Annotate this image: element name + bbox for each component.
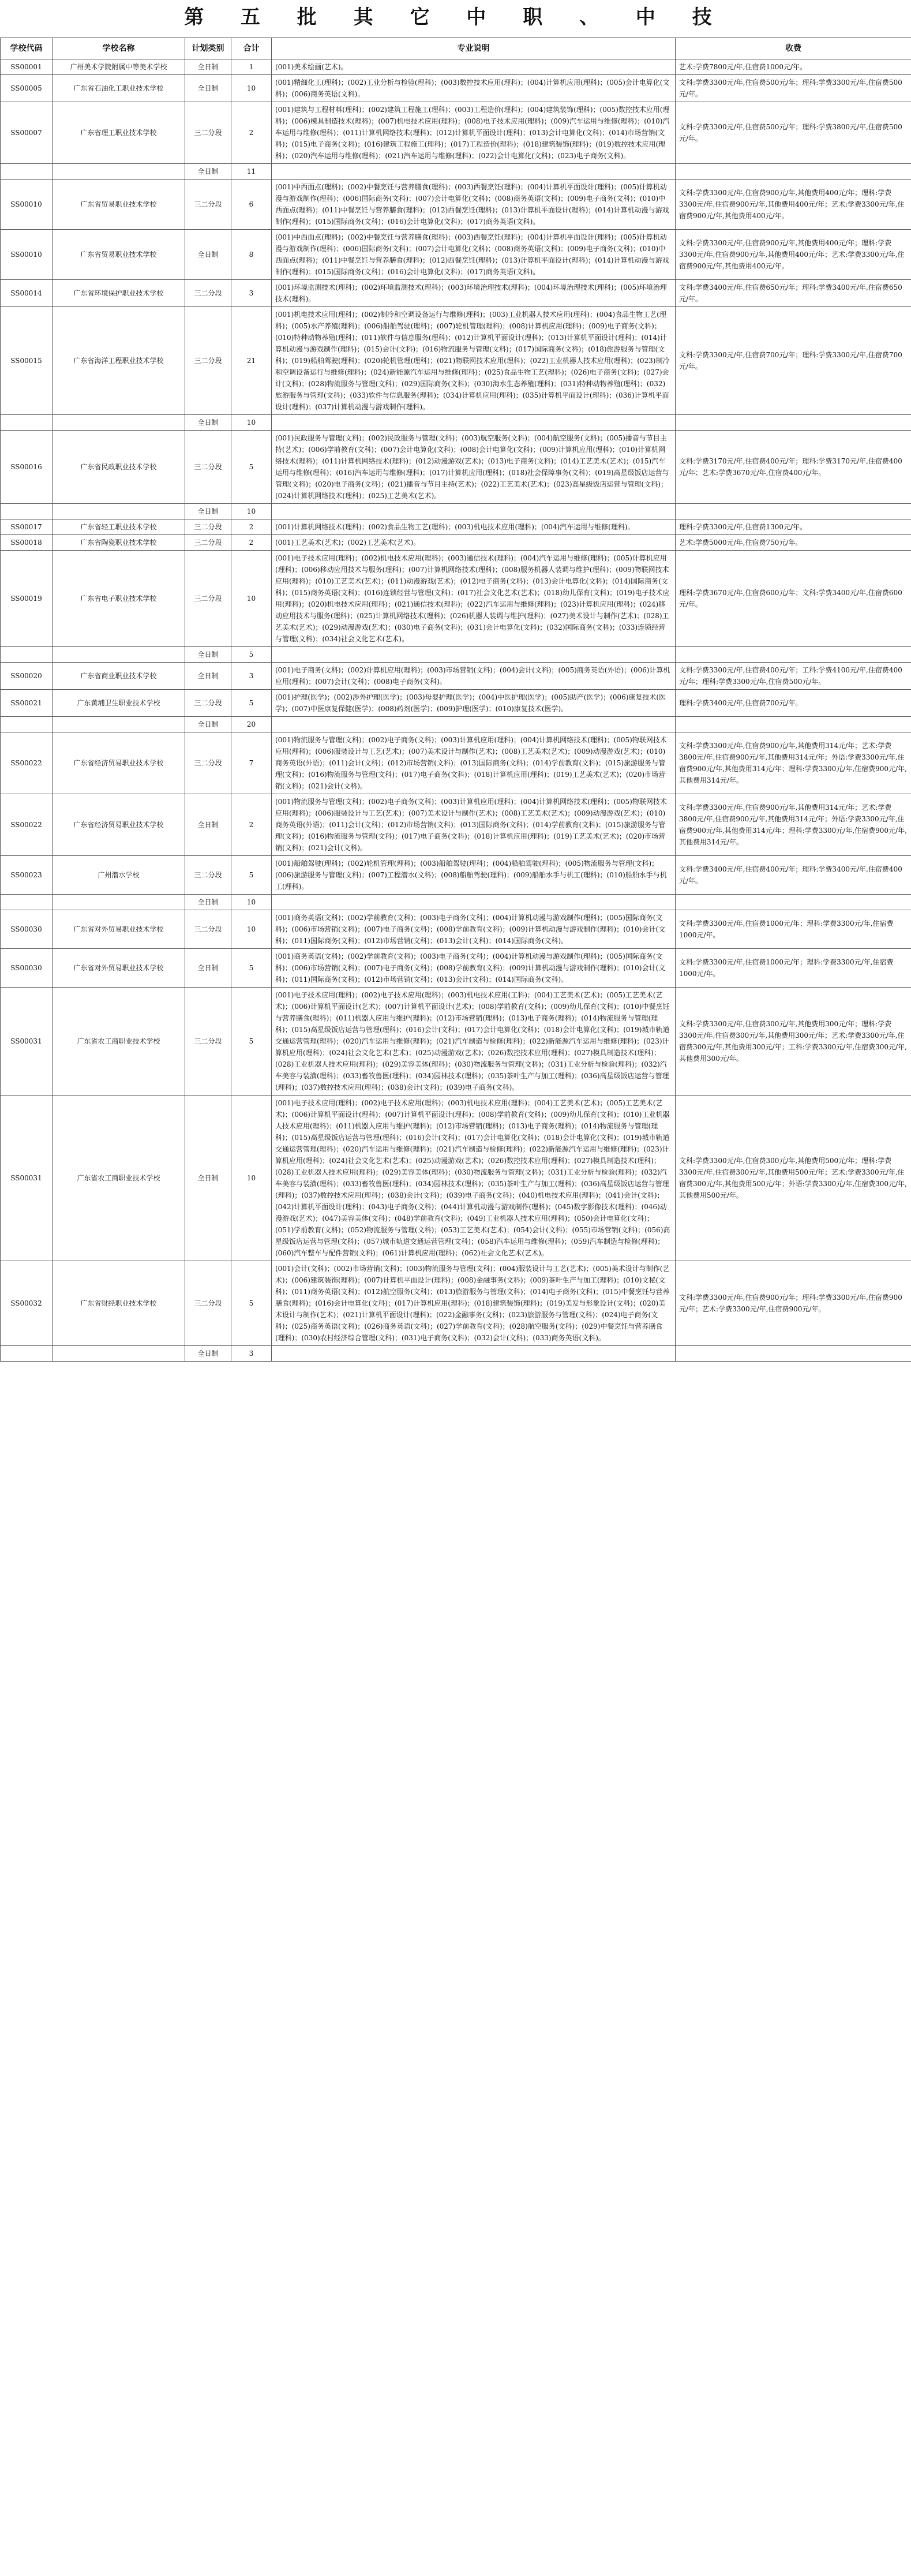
- cell-code: SS00005: [1, 75, 53, 102]
- cell-majors: [272, 164, 676, 180]
- table-row: [1, 551, 911, 647]
- cell-fee: 理科:学费3670元/年,住宿费600元/年；文科:学费3400元/年,住宿费600元/年。: [676, 551, 911, 647]
- cell-name: 广东省民政职业技术学校: [53, 431, 185, 504]
- cell-name: 广州潜水学校: [53, 856, 185, 895]
- cell-name: 广东黄埔卫生职业技术学校: [53, 690, 185, 717]
- cell-total: 10: [231, 551, 272, 647]
- cell-code: SS00016: [1, 431, 53, 504]
- cell-total: 5: [231, 856, 272, 895]
- cell-majors: (001)中西面点(理科)；(002)中餐烹饪与营养膳食(理科)；(003)西餐烹饪(理科)；(004)计算机平面设计(理科)；(005)计算机动漫与游戏制作(理科)；(006)国际商务(文科)；(007)会计电算化(文科)；(008)商务英语(文科)；(009)电子商务(文科)；(010)中西面点(理科)；(011)中餐烹饪与营养膳食(理科)；(012)西餐烹饪(理科)；(013)计算机平面设计(理科)；(014)计算机动漫与游戏制作(理科)；(015)国际商务(文科)；(016)会计电算化(文科)；(017)商务英语(文科)。: [272, 230, 676, 280]
- cell-name: 广东省贸易职业技术学校: [53, 230, 185, 280]
- table-row: [1, 856, 911, 895]
- cell-code: SS00010: [1, 230, 53, 280]
- cell-plan: 三二分段: [185, 856, 231, 895]
- cell-plan: 三二分段: [185, 307, 231, 415]
- cell-fee: 文科:学费3300元/年,住宿费300元/年,其他费用300元/年；理科:学费3300元/年,住宿费300元/年,其他费用300元/年；艺术:学费3300元/年,住宿费300元/年,其他费用300元/年；工科:学费3300元/年,住宿费300元/年,其他费用300元/年。: [676, 988, 911, 1096]
- cell-majors: [272, 1346, 676, 1362]
- cell-name: 广东省贸易职业技术学校: [53, 180, 185, 230]
- cell-total: 1: [231, 59, 272, 75]
- cell-majors: (001)物流服务与管理(文科)；(002)电子商务(文科)；(003)计算机应用(理科)；(004)计算机网络技术(理科)；(005)物联网技术应用(理科)；(006)服装设计与工艺(艺术)；(007)美术设计与制作(艺术)；(008)工艺美术(艺术)；(009)动漫游戏(艺术)；(010)商务英语(外语)；(011)会计(文科)；(012)市场营销(文科)；(013)国际商务(文科)；(014)学前教育(文科)；(015)旅游服务与管理(文科)；(016)物流服务与管理(文科)；(017)电子商务(文科)；(018)计算机应用(理科)；(019)工艺美术(艺术)；(020)市场营销(文科)；(021)会计(文科)。: [272, 794, 676, 856]
- cell-total: 5: [231, 1261, 272, 1346]
- table-row: [1, 794, 911, 856]
- cell-total: 5: [231, 690, 272, 717]
- cell-total: 2: [231, 794, 272, 856]
- cell-code: [1, 164, 53, 180]
- cell-name: 广东省环境保护职业技术学校: [53, 280, 185, 307]
- cell-code: [1, 1346, 53, 1362]
- cell-plan: 全日制: [185, 1346, 231, 1362]
- cell-total: 5: [231, 988, 272, 1096]
- cell-name: 广东省农工商职业技术学校: [53, 988, 185, 1096]
- cell-name: 广东省陶瓷职业技术学校: [53, 535, 185, 551]
- cell-majors: (001)民政服务与管理(文科)；(002)民政服务与管理(文科)；(003)航空服务(文科)；(004)航空服务(文科)；(005)播音与节目主持(艺术)；(006)学前教育(文科)；(007)会计电算化(文科)；(008)会计电算化(文科)；(009)计算机应用(理科)；(010)计算机网络技术(理科)；(011)计算机网络技术(理科)；(012)动漫游戏(艺术)；(013)电子商务(文科)；(014)工艺美术(艺术)；(015)汽车运用与维修(理科)；(016)汽车运用与维修(理科)；(017)计算机应用(理科)；(018)社会保障事务(文科)；(019)高星级饭店运营与管理(文科)；(020)电子商务(文科)；(021)播音与节目主持(艺术)；(022)工艺美术(艺术)；(023)高星级饭店运营与管理(文科)；(024)计算机网络技术(理科)；(025)工艺美术(艺术)。: [272, 431, 676, 504]
- cell-plan: 全日制: [185, 230, 231, 280]
- cell-majors: [272, 504, 676, 519]
- cell-code: SS00017: [1, 519, 53, 535]
- table-row: [1, 180, 911, 230]
- cell-plan: 全日制: [185, 663, 231, 690]
- cell-fee: [676, 895, 911, 910]
- cell-fee: 艺术:学费5000元/年,住宿费750元/年。: [676, 535, 911, 551]
- cell-fee: 文科:学费3300元/年,住宿费900元/年,其他费用400元/年；理科:学费3300元/年,住宿费900元/年,其他费用400元/年；艺术:学费3300元/年,住宿费900元/年,其他费用400元/年。: [676, 180, 911, 230]
- table-row: [1, 717, 911, 732]
- cell-fee: 文科:学费3300元/年,住宿费900元/年,其他费用314元/年；艺术:学费3800元/年,住宿费900元/年,其他费用314元/年；外语:学费3300元/年,住宿费900元/年,其他费用314元/年；理科:学费3300元/年,住宿费900元/年,其他费用314元/年。: [676, 794, 911, 856]
- table-body: [1, 59, 911, 1362]
- cell-majors: (001)机电技术应用(理科)；(002)制冷和空调设备运行与维修(理科)；(003)工业机器人技术应用(理科)；(004)食品生物工艺(理科)；(005)水产养殖(理科)；(006)船舶驾驶(理科)；(007)轮机管理(理科)；(008)计算机应用(理科)；(009)电子商务(文科)；(010)特种动物养殖(理科)；(011)软件与信息服务(理科)；(012)计算机平面设计(理科)；(013)计算机平面设计(理科)；(014)计算机动漫与游戏制作(理科)；(015)会计(文科)；(016)物流服务与管理(文科)；(017)国际商务(文科)；(018)旅游服务与管理(文科)；(019)船舶驾驶(理科)；(020)轮机管理(理科)；(021)物联网技术应用(理科)；(022)工业机器人技术应用(理科)；(023)制冷和空调设备运行与维修(理科)；(024)新能源汽车运用与维修(理科)；(025)食品生物工艺(理科)；(026)电子商务(文科)；(027)会计(文科)；(028)物流服务与管理(文科)；(029)国际商务(文科)；(030)海水生态养殖(理科)；(031)特种动物养殖(理科)；(032)旅游服务与管理(文科)；(033)软件与信息服务(理科)；(034)计算机应用(理科)；(035)计算机平面设计(理科)；(036)计算机平面设计(理科)；(037)计算机动漫与游戏制作(理科)。: [272, 307, 676, 415]
- cell-code: [1, 415, 53, 431]
- cell-plan: 三二分段: [185, 732, 231, 794]
- cell-total: 6: [231, 180, 272, 230]
- cell-total: 3: [231, 663, 272, 690]
- cell-fee: [676, 647, 911, 663]
- table-header-row: [1, 38, 911, 59]
- cell-total: 2: [231, 102, 272, 164]
- admission-table: [0, 38, 911, 1362]
- header-majors: 专业说明: [272, 38, 676, 59]
- cell-fee: 文科:学费3170元/年,住宿费400元/年；理科:学费3170元/年,住宿费400元/年；艺术:学费3670元/年,住宿费400元/年。: [676, 431, 911, 504]
- cell-fee: [676, 717, 911, 732]
- cell-total: 10: [231, 895, 272, 910]
- cell-fee: 文科:学费3300元/年,住宿费300元/年,其他费用500元/年；理科:学费3300元/年,住宿费300元/年,其他费用500元/年；艺术:学费3300元/年,住宿费300元/年,其他费用500元/年；外语:学费3300元/年,住宿费300元/年,其他费用500元/年。: [676, 1096, 911, 1261]
- cell-fee: 文科:学费3300元/年,住宿费900元/年,其他费用400元/年；理科:学费3300元/年,住宿费900元/年,其他费用400元/年；艺术:学费3300元/年,住宿费900元/年,其他费用400元/年。: [676, 230, 911, 280]
- cell-majors: (001)护理(医学)；(002)涉外护理(医学)；(003)母婴护理(医学)；(004)中医护理(医学)；(005)助产(医学)；(006)康复技术(医学)；(007)中医康复保健(医学)；(008)药剂(医学)；(009)护理(医学)；(010)康复技术(医学)。: [272, 690, 676, 717]
- cell-majors: (001)工艺美术(艺术)；(002)工艺美术(艺术)。: [272, 535, 676, 551]
- cell-code: SS00020: [1, 663, 53, 690]
- cell-code: SS00014: [1, 280, 53, 307]
- cell-majors: (001)中西面点(理科)；(002)中餐烹饪与营养膳食(理科)；(003)西餐烹饪(理科)；(004)计算机平面设计(理科)；(005)计算机动漫与游戏制作(理科)；(006)国际商务(文科)；(007)会计电算化(文科)；(008)商务英语(文科)；(009)电子商务(文科)；(010)中西面点(理科)；(011)中餐烹饪与营养膳食(理科)；(012)西餐烹饪(理科)；(013)计算机平面设计(理科)；(014)计算机动漫与游戏制作(理科)；(015)国际商务(文科)；(016)会计电算化(文科)；(017)商务英语(文科)。: [272, 180, 676, 230]
- cell-code: SS00007: [1, 102, 53, 164]
- cell-fee: 文科:学费3300元/年,住宿费900元/年,其他费用314元/年；艺术:学费3800元/年,住宿费900元/年,其他费用314元/年；外语:学费3300元/年,住宿费900元/年,其他费用314元/年；理科:学费3300元/年,住宿费900元/年,其他费用314元/年。: [676, 732, 911, 794]
- cell-fee: 文科:学费3300元/年,住宿费1000元/年；理科:学费3300元/年,住宿费1000元/年。: [676, 949, 911, 988]
- cell-name: 广东省对外贸易职业技术学校: [53, 910, 185, 949]
- table-row: [1, 307, 911, 415]
- cell-total: 10: [231, 504, 272, 519]
- cell-majors: (001)建筑与工程材料(理科)；(002)建筑工程施工(理科)；(003)工程造价(理科)；(004)建筑装饰(理科)；(005)数控技术应用(理科)；(006)模具制造技术(理科)；(007)机电技术应用(理科)；(008)电子技术应用(理科)；(009)汽车运用与维修(理科)；(010)汽车运用与维修(理科)；(011)计算机网络技术(理科)；(012)计算机平面设计(理科)；(013)会计电算化(文科)；(014)市场营销(文科)；(015)电子商务(文科)；(016)建筑工程施工(理科)；(017)工程造价(理科)；(018)建筑装饰(理科)；(019)数控技术应用(理科)；(020)汽车运用与维修(理科)；(021)汽车运用与维修(理科)；(022)会计电算化(文科)；(023)电子商务(文科)。: [272, 102, 676, 164]
- cell-majors: (001)电子技术应用(理科)；(002)电子技术应用(理科)；(003)机电技术应用(理科)；(004)工艺美术(艺术)；(005)工艺美术(艺术)；(006)计算机平面设计(理科)；(007)计算机平面设计(理科)；(008)学前教育(文科)；(009)幼儿保育(文科)；(010)工业机器人技术应用(理科)；(011)机器人应用与维护(理科)；(012)市场营销(理科)；(013)电子商务(理科)；(014)物流服务与管理(理科)；(015)高星级饭店运营与管理(理科)；(016)会计(文科)；(017)会计电算化(文科)；(018)会计电算化(文科)；(019)城市轨道交通运营管理(理科)；(020)汽车运用与维修(理科)；(021)汽车制造与检修(理科)；(022)新能源汽车运用与维修(理科)；(023)计算机应用(理科)；(024)社会文化艺术(艺术)；(025)动漫游戏(艺术)；(026)数控技术应用(理科)；(027)模具制造技术(理科)；(028)工业机器人技术应用(理科)；(029)美容美体(理科)；(030)物流服务与管理(文科)；(031)工业分析与检验(理科)；(032)汽车美容与装潢(理科)；(033)畜牧兽医(理科)；(034)园林技术(理科)；(035)茶叶生产与加工(理科)；(036)高星级饭店运营与管理(理科)；(037)数控技术应用(理科)；(038)会计(文科)；(039)电子商务(文科)；(040)机电技术应用(理科)；(041)会计(文科)；(042)计算机平面设计(理科)；(043)电子商务(文科)；(044)计算机动漫与游戏制作(理科)；(045)数字影像技术(理科)；(046)动漫游戏(艺术)；(047)美容美体(文科)；(048)学前教育(文科)；(049)工业机器人技术应用(理科)；(050)会计电算化(文科)；(051)学前教育(文科)；(052)物流服务与管理(文科)；(053)工艺美术(艺术)；(054)会计(文科)；(055)市场营销(文科)；(056)高星级饭店运营与管理(文科)；(057)城市轨道交通运营管理(文科)；(058)汽车运用与维修(理科)；(059)汽车制造与检修(理科)；(060)汽车整车与配件营销(文科)；(061)计算机应用(理科)；(062)社会文化艺术(艺术)。: [272, 1096, 676, 1261]
- table-row: [1, 1261, 911, 1346]
- cell-name: 广东省轻工职业技术学校: [53, 519, 185, 535]
- cell-plan: 三二分段: [185, 519, 231, 535]
- cell-code: SS00030: [1, 949, 53, 988]
- cell-majors: (001)电子技术应用(理科)；(002)机电技术应用(理科)；(003)通信技术(理科)；(004)汽车运用与维修(理科)；(005)计算机应用(理科)；(006)移动应用技术与服务(理科)；(007)计算机网络技术(理科)；(008)服务机器人装调与维护(理科)；(009)物联网技术应用(理科)；(010)工艺美术(艺术)；(011)动漫游戏(艺术)；(012)电子商务(文科)；(013)会计电算化(文科)；(014)国际商务(文科)；(015)商务英语(文科)；(016)连锁经营与管理(文科)；(017)社会文化艺术(艺术)；(018)幼儿保育(文科)；(019)电子技术应用(理科)；(020)机电技术应用(理科)；(021)通信技术(理科)；(022)汽车运用与维修(理科)；(023)计算机应用(理科)；(024)移动应用技术与服务(理科)；(025)计算机网络技术(理科)；(026)机器人装调与维护(理科)；(027)美术设计与制作(艺术)；(028)工艺美术(艺术)；(029)动漫游戏(艺术)；(030)电子商务(文科)；(031)会计电算化(文科)；(032)国际商务(文科)；(033)连锁经营与管理(文科)；(034)社会文化艺术(艺术)。: [272, 551, 676, 647]
- cell-total: 10: [231, 1096, 272, 1261]
- cell-code: [1, 647, 53, 663]
- cell-code: SS00031: [1, 1096, 53, 1261]
- page-title: 第 五 批 其 它 中 职 、 中 技: [184, 6, 727, 29]
- cell-total: 2: [231, 535, 272, 551]
- cell-total: 10: [231, 415, 272, 431]
- cell-total: 5: [231, 647, 272, 663]
- cell-fee: 理科:学费3300元/年,住宿费1300元/年。: [676, 519, 911, 535]
- cell-plan: 全日制: [185, 949, 231, 988]
- cell-code: SS00032: [1, 1261, 53, 1346]
- table-row: [1, 895, 911, 910]
- cell-code: SS00018: [1, 535, 53, 551]
- cell-plan: 全日制: [185, 1096, 231, 1261]
- table-row: [1, 1346, 911, 1362]
- table-row: [1, 164, 911, 180]
- cell-code: SS00001: [1, 59, 53, 75]
- table-row: [1, 732, 911, 794]
- cell-plan: 三二分段: [185, 988, 231, 1096]
- cell-total: 7: [231, 732, 272, 794]
- table-row: [1, 988, 911, 1096]
- cell-plan: 全日制: [185, 415, 231, 431]
- cell-code: SS00021: [1, 690, 53, 717]
- cell-majors: (001)电子技术应用(理科)；(002)电子技术应用(理科)；(003)机电技术应用(工科)；(004)工艺美术(艺术)；(005)工艺美术(艺术)；(006)计算机平面设计(艺术)；(007)计算机平面设计(艺术)；(008)学前教育(文科)；(009)幼儿保育(文科)；(010)中餐烹饪与营养膳食(理科)；(011)机器人应用与维护(理科)；(012)市场营销(理科)；(013)电子商务(理科)；(014)物流服务与管理(理科)；(015)高星级饭店运营与管理(理科)；(016)会计(文科)；(017)会计电算化(文科)；(018)会计电算化(文科)；(019)城市轨道交通运营管理(理科)；(020)汽车运用与维修(理科)；(021)汽车制造与检修(理科)；(022)新能源汽车运用与维修(理科)；(023)计算机应用(理科)；(024)社会文化艺术(艺术)；(025)动漫游戏(艺术)；(026)数控技术应用(理科)；(027)模具制造技术(理科)；(028)工业机器人技术应用(理科)；(029)美容美体(理科)；(030)物流服务与管理(文科)；(031)工业分析与检验(理科)；(032)汽车美容与装潢(理科)；(033)畜牧兽医(理科)；(034)园林技术(理科)；(035)茶叶生产与加工(理科)；(036)高星级饭店运营与管理(理科)；(037)数控技术应用(理科)；(038)会计(文科)；(039)电子商务(文科)。: [272, 988, 676, 1096]
- table-row: [1, 647, 911, 663]
- cell-code: SS00010: [1, 180, 53, 230]
- cell-plan: 全日制: [185, 794, 231, 856]
- cell-total: 5: [231, 949, 272, 988]
- cell-majors: (001)船舶驾驶(理科)；(002)轮机管理(理科)；(003)船舶驾驶(理科)；(004)船舶驾驶(理科)；(005)物流服务与管理(文科)；(006)旅游服务与管理(文科)；(007)工程潜水(文科)；(008)船舶驾驶(理科)；(009)船舶水手与机工(理科)；(010)船舶水手与机工(理科)。: [272, 856, 676, 895]
- cell-plan: 三二分段: [185, 551, 231, 647]
- cell-code: SS00022: [1, 794, 53, 856]
- cell-majors: (001)商务英语(文科)；(002)学前教育(文科)；(003)电子商务(文科)；(004)计算机动漫与游戏制作(理科)；(005)国际商务(文科)；(006)市场营销(文科)；(007)电子商务(文科)；(008)学前教育(文科)；(009)计算机动漫与游戏制作(理科)；(010)会计(文科)；(011)国际商务(文科)；(012)市场营销(文科)；(013)会计(文科)；(014)国际商务(文科)。: [272, 910, 676, 949]
- cell-name: [53, 895, 185, 910]
- cell-majors: (001)电子商务(文科)；(002)计算机应用(理科)；(003)市场营销(文科)；(004)会计(文科)；(005)商务英语(外语)；(006)计算机应用(理科)；(007)会计(文科)；(008)电子商务(文科)。: [272, 663, 676, 690]
- cell-total: 10: [231, 910, 272, 949]
- cell-plan: 全日制: [185, 75, 231, 102]
- header-fee: 收费: [676, 38, 911, 59]
- cell-majors: (001)计算机网络技术(理科)；(002)食品生物工艺(理科)；(003)机电技术应用(理科)；(004)汽车运用与维修(理科)。: [272, 519, 676, 535]
- cell-plan: 三二分段: [185, 910, 231, 949]
- cell-majors: [272, 415, 676, 431]
- cell-name: [53, 717, 185, 732]
- cell-name: 广东省财经职业技术学校: [53, 1261, 185, 1346]
- cell-majors: (001)美术绘画(艺术)。: [272, 59, 676, 75]
- cell-majors: [272, 717, 676, 732]
- cell-plan: 全日制: [185, 895, 231, 910]
- table-row: [1, 504, 911, 519]
- cell-fee: [676, 504, 911, 519]
- table-row: [1, 75, 911, 102]
- cell-code: [1, 717, 53, 732]
- table-row: [1, 949, 911, 988]
- cell-total: 3: [231, 1346, 272, 1362]
- cell-name: 广东省经济贸易职业技术学校: [53, 794, 185, 856]
- cell-majors: (001)会计(文科)；(002)市场营销(文科)；(003)物流服务与管理(文科)；(004)服装设计与工艺(艺术)；(005)美术设计与制作(艺术)；(006)建筑装饰(理科)；(007)计算机平面设计(理科)；(008)金融事务(文科)；(009)茶叶生产与加工(理科)；(010)文秘(文科)；(011)商务英语(文科)；(012)航空服务(文科)；(013)旅游服务与管理(文科)；(014)电子商务(文科)；(015)中餐烹饪与营养膳食(理科)；(016)会计电算化(文科)；(017)计算机应用(理科)；(018)建筑装饰(理科)；(019)美发与形象设计(文科)；(020)美术设计与制作(艺术)；(021)计算机平面设计(理科)；(022)金融事务(文科)；(023)旅游服务与管理(文科)；(024)电子商务(文科)；(025)商务英语(文科)；(026)商务英语(文科)；(027)学前教育(文科)；(028)航空服务(文科)；(029)中餐烹饪与营养膳食(理科)；(030)农村经济综合管理(文科)；(031)电子商务(文科)；(032)会计(文科)；(033)商务英语(文科)。: [272, 1261, 676, 1346]
- table-row: [1, 415, 911, 431]
- table-row: [1, 535, 911, 551]
- cell-name: 广东省经济贸易职业技术学校: [53, 732, 185, 794]
- cell-code: SS00022: [1, 732, 53, 794]
- cell-plan: 全日制: [185, 164, 231, 180]
- cell-majors: [272, 895, 676, 910]
- cell-fee: [676, 415, 911, 431]
- cell-name: [53, 504, 185, 519]
- table-row: [1, 1096, 911, 1261]
- cell-fee: 文科:学费3300元/年,住宿费900元/年；理科:学费3300元/年,住宿费900元/年；艺术:学费3300元/年,住宿费900元/年。: [676, 1261, 911, 1346]
- table-row: [1, 280, 911, 307]
- cell-name: 广州美术学院附属中等美术学校: [53, 59, 185, 75]
- cell-total: 20: [231, 717, 272, 732]
- cell-name: [53, 415, 185, 431]
- table-row: [1, 690, 911, 717]
- cell-name: 广东省理工职业技术学校: [53, 102, 185, 164]
- cell-plan: 全日制: [185, 717, 231, 732]
- cell-majors: (001)环境监测技术(理科)；(002)环境监测技术(理科)；(003)环境治理技术(理科)；(004)环境治理技术(理科)；(005)环境治理技术(理科)。: [272, 280, 676, 307]
- cell-name: 广东省对外贸易职业技术学校: [53, 949, 185, 988]
- cell-total: 2: [231, 519, 272, 535]
- cell-code: [1, 504, 53, 519]
- cell-fee: 文科:学费3300元/年,住宿费500元/年；理科:学费3800元/年,住宿费500元/年。: [676, 102, 911, 164]
- cell-majors: (001)精细化工(理科)；(002)工业分析与检验(理科)；(003)数控技术应用(理科)；(004)计算机应用(理科)；(005)会计电算化(文科)；(006)商务英语(文科)。: [272, 75, 676, 102]
- cell-plan: 三二分段: [185, 535, 231, 551]
- header-total: 合计: [231, 38, 272, 59]
- cell-fee: 文科:学费3400元/年,住宿费650元/年；理科:学费3400元/年,住宿费650元/年。: [676, 280, 911, 307]
- cell-fee: [676, 1346, 911, 1362]
- cell-total: 11: [231, 164, 272, 180]
- table-row: [1, 910, 911, 949]
- table-row: [1, 102, 911, 164]
- cell-total: 5: [231, 431, 272, 504]
- cell-fee: 文科:学费3300元/年,住宿费700元/年；理科:学费3300元/年,住宿费700元/年。: [676, 307, 911, 415]
- cell-name: [53, 1346, 185, 1362]
- cell-code: SS00030: [1, 910, 53, 949]
- cell-name: [53, 164, 185, 180]
- cell-code: SS00031: [1, 988, 53, 1096]
- cell-majors: [272, 647, 676, 663]
- cell-total: 3: [231, 280, 272, 307]
- table-row: [1, 230, 911, 280]
- cell-fee: 理科:学费3400元/年,住宿费700元/年。: [676, 690, 911, 717]
- cell-plan: 三二分段: [185, 280, 231, 307]
- cell-plan: 全日制: [185, 504, 231, 519]
- table-row: [1, 59, 911, 75]
- cell-name: 广东省海洋工程职业技术学校: [53, 307, 185, 415]
- cell-fee: 文科:学费3300元/年,住宿费400元/年；工科:学费4100元/年,住宿费400元/年；理科:学费3300元/年,住宿费500元/年。: [676, 663, 911, 690]
- cell-name: 广东省电子职业技术学校: [53, 551, 185, 647]
- cell-plan: 三二分段: [185, 102, 231, 164]
- header-name: 学校名称: [53, 38, 185, 59]
- cell-name: 广东省石油化工职业技术学校: [53, 75, 185, 102]
- table-row: [1, 663, 911, 690]
- cell-total: 21: [231, 307, 272, 415]
- cell-total: 8: [231, 230, 272, 280]
- cell-plan: 全日制: [185, 647, 231, 663]
- cell-code: [1, 895, 53, 910]
- cell-code: SS00015: [1, 307, 53, 415]
- cell-majors: (001)商务英语(文科)；(002)学前教育(文科)；(003)电子商务(文科)；(004)计算机动漫与游戏制作(理科)；(005)国际商务(文科)；(006)市场营销(文科)；(007)电子商务(文科)；(008)学前教育(文科)；(009)计算机动漫与游戏制作(理科)；(010)会计(文科)；(011)国际商务(文科)；(012)市场营销(文科)；(013)会计(文科)；(014)国际商务(文科)。: [272, 949, 676, 988]
- header-plan: 计划类别: [185, 38, 231, 59]
- cell-plan: 三二分段: [185, 690, 231, 717]
- cell-fee: 文科:学费3400元/年,住宿费400元/年；理科:学费3400元/年,住宿费400元/年。: [676, 856, 911, 895]
- cell-fee: 文科:学费3300元/年,住宿费1000元/年；理科:学费3300元/年,住宿费1000元/年。: [676, 910, 911, 949]
- cell-name: [53, 647, 185, 663]
- cell-majors: (001)物流服务与管理(文科)；(002)电子商务(文科)；(003)计算机应用(理科)；(004)计算机网络技术(理科)；(005)物联网技术应用(理科)；(006)服装设计与工艺(艺术)；(007)美术设计与制作(艺术)；(008)工艺美术(艺术)；(009)动漫游戏(艺术)；(010)商务英语(外语)；(011)会计(文科)；(012)市场营销(文科)；(013)国际商务(文科)；(014)学前教育(文科)；(015)旅游服务与管理(文科)；(016)物流服务与管理(文科)；(017)电子商务(文科)；(018)计算机应用(理科)；(019)工艺美术(艺术)；(020)市场营销(文科)；(021)会计(文科)。: [272, 732, 676, 794]
- cell-fee: [676, 164, 911, 180]
- cell-plan: 三二分段: [185, 180, 231, 230]
- cell-total: 10: [231, 75, 272, 102]
- cell-plan: 全日制: [185, 59, 231, 75]
- cell-fee: 文科:学费3300元/年,住宿费500元/年；理科:学费3300元/年,住宿费500元/年。: [676, 75, 911, 102]
- cell-code: SS00023: [1, 856, 53, 895]
- header-code: 学校代码: [1, 38, 53, 59]
- cell-plan: 三二分段: [185, 1261, 231, 1346]
- cell-code: SS00019: [1, 551, 53, 647]
- cell-name: 广东省商业职业技术学校: [53, 663, 185, 690]
- cell-fee: 艺术:学费7800元/年,住宿费1000元/年。: [676, 59, 911, 75]
- cell-plan: 三二分段: [185, 431, 231, 504]
- table-row: [1, 519, 911, 535]
- table-row: [1, 431, 911, 504]
- cell-name: 广东省农工商职业技术学校: [53, 1096, 185, 1261]
